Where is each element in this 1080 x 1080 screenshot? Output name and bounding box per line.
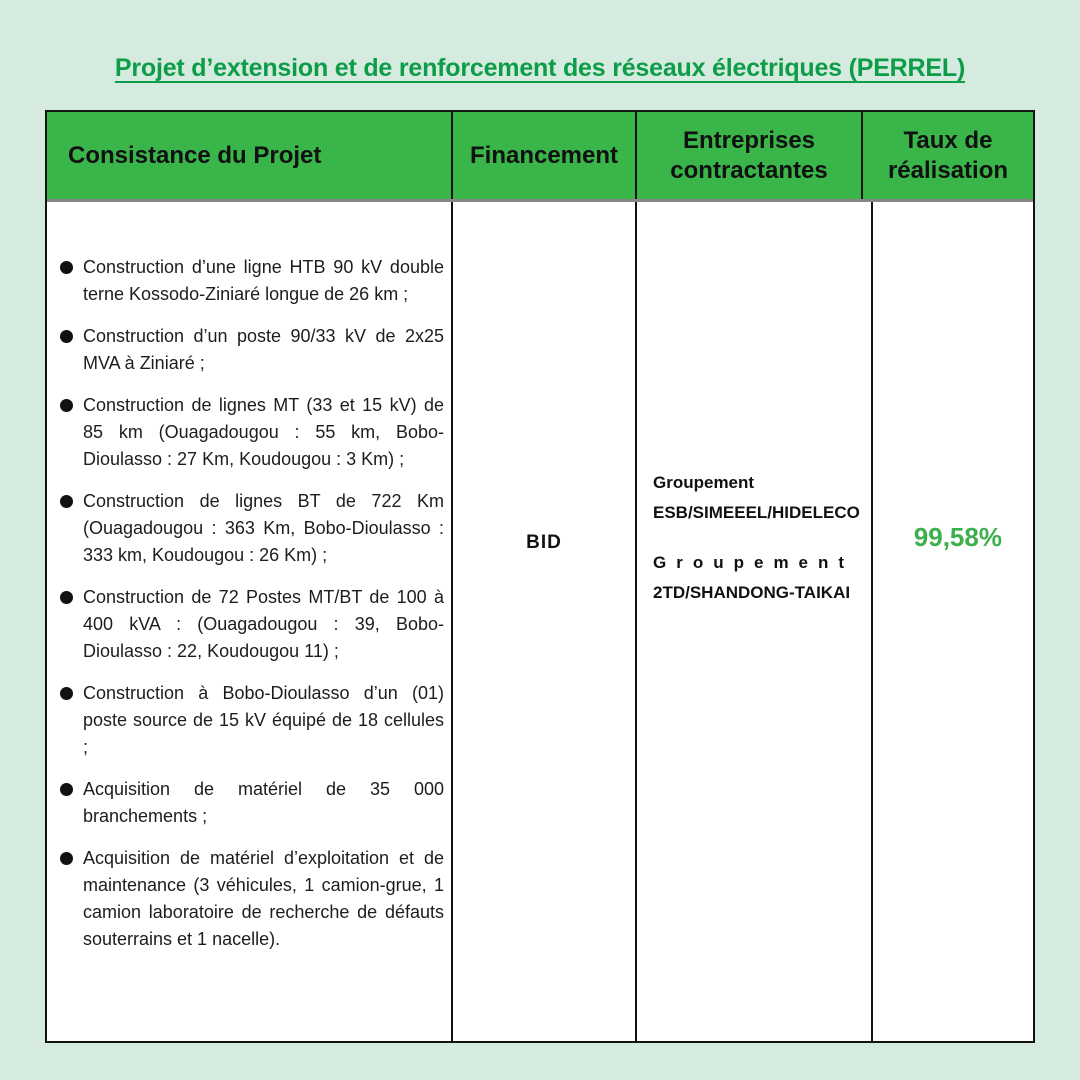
spacer [653,528,860,548]
list-item-text: Construction d’un poste 90/33 kV de 2x25 MVA à Ziniaré ; [83,326,444,373]
contractor-group2-label: Groupement [653,553,855,572]
page-title: Projet d’extension et de renforcement des réseaux électriques (PERREL) [114,54,966,82]
header-taux: Taux de réalisation [887,127,1009,184]
cell-taux [873,202,1043,1041]
list-item [60,323,444,377]
taux-value: 99,58% [913,522,1002,552]
cell-financement [453,202,637,1041]
bullet-icon [60,399,73,412]
bullet-icon [60,591,73,604]
list-item [60,845,444,953]
list-item-text: Construction de 72 Postes MT/BT de 100 à 400 kVA : (Ouagadougou : 39, Bobo-Dioulasso : 22, Koudougou 11) ; [83,587,444,661]
list-item-text: Acquisition de matériel d’exploitation et de maintenance (3 véhicules, 1 camion-grue, 1 camion laboratoire de recherche de défauts souterrains et 1 nacelle). [83,848,444,949]
cell-entreprises [637,202,873,1041]
project-table [45,110,1035,1043]
header-financement: Financement [453,112,637,199]
list-item [60,776,444,830]
contractor-group1-name: ESB/SIMEEEL/HIDELECO [653,503,860,522]
list-item [60,392,444,473]
bullet-icon [60,495,73,508]
table-body-row [47,202,1033,1041]
bullet-icon [60,330,73,343]
list-item [60,584,444,665]
cell-consistance [47,202,453,1041]
list-item-text: Construction de lignes BT de 722 Km (Ouagadougou : 363 Km, Bobo-Dioulasso : 333 km, Koudougou : 26 Km) ; [83,491,444,565]
bullet-icon [60,261,73,274]
bullet-icon [60,687,73,700]
list-item [60,680,444,761]
header-entreprises: Entreprises contractantes [637,112,863,199]
list-item-text: Construction à Bobo-Dioulasso d’un (01) poste source de 15 kV équipé de 18 cellules ; [83,683,444,757]
bullet-icon [60,783,73,796]
list-item [60,488,444,569]
list-item [60,254,444,308]
bullet-icon [60,852,73,865]
header-consistance: Consistance du Projet [47,112,453,199]
list-item-text: Construction d’une ligne HTB 90 kV double terne Kossodo-Ziniaré longue de 26 km ; [83,257,444,304]
list-item-text: Construction de lignes MT (33 et 15 kV) de 85 km (Ouagadougou : 55 km, Bobo-Dioulasso : 27 Km, Koudougou : 3 Km) ; [83,395,444,469]
table-header-row [47,112,1033,202]
financement-value: BID [526,532,562,553]
contractor-group1-label: Groupement [653,473,755,492]
contractor-group2-name: 2TD/SHANDONG-TAIKAI [653,583,851,602]
list-item-text: Acquisition de matériel de 35 000 branchements ; [83,779,444,826]
